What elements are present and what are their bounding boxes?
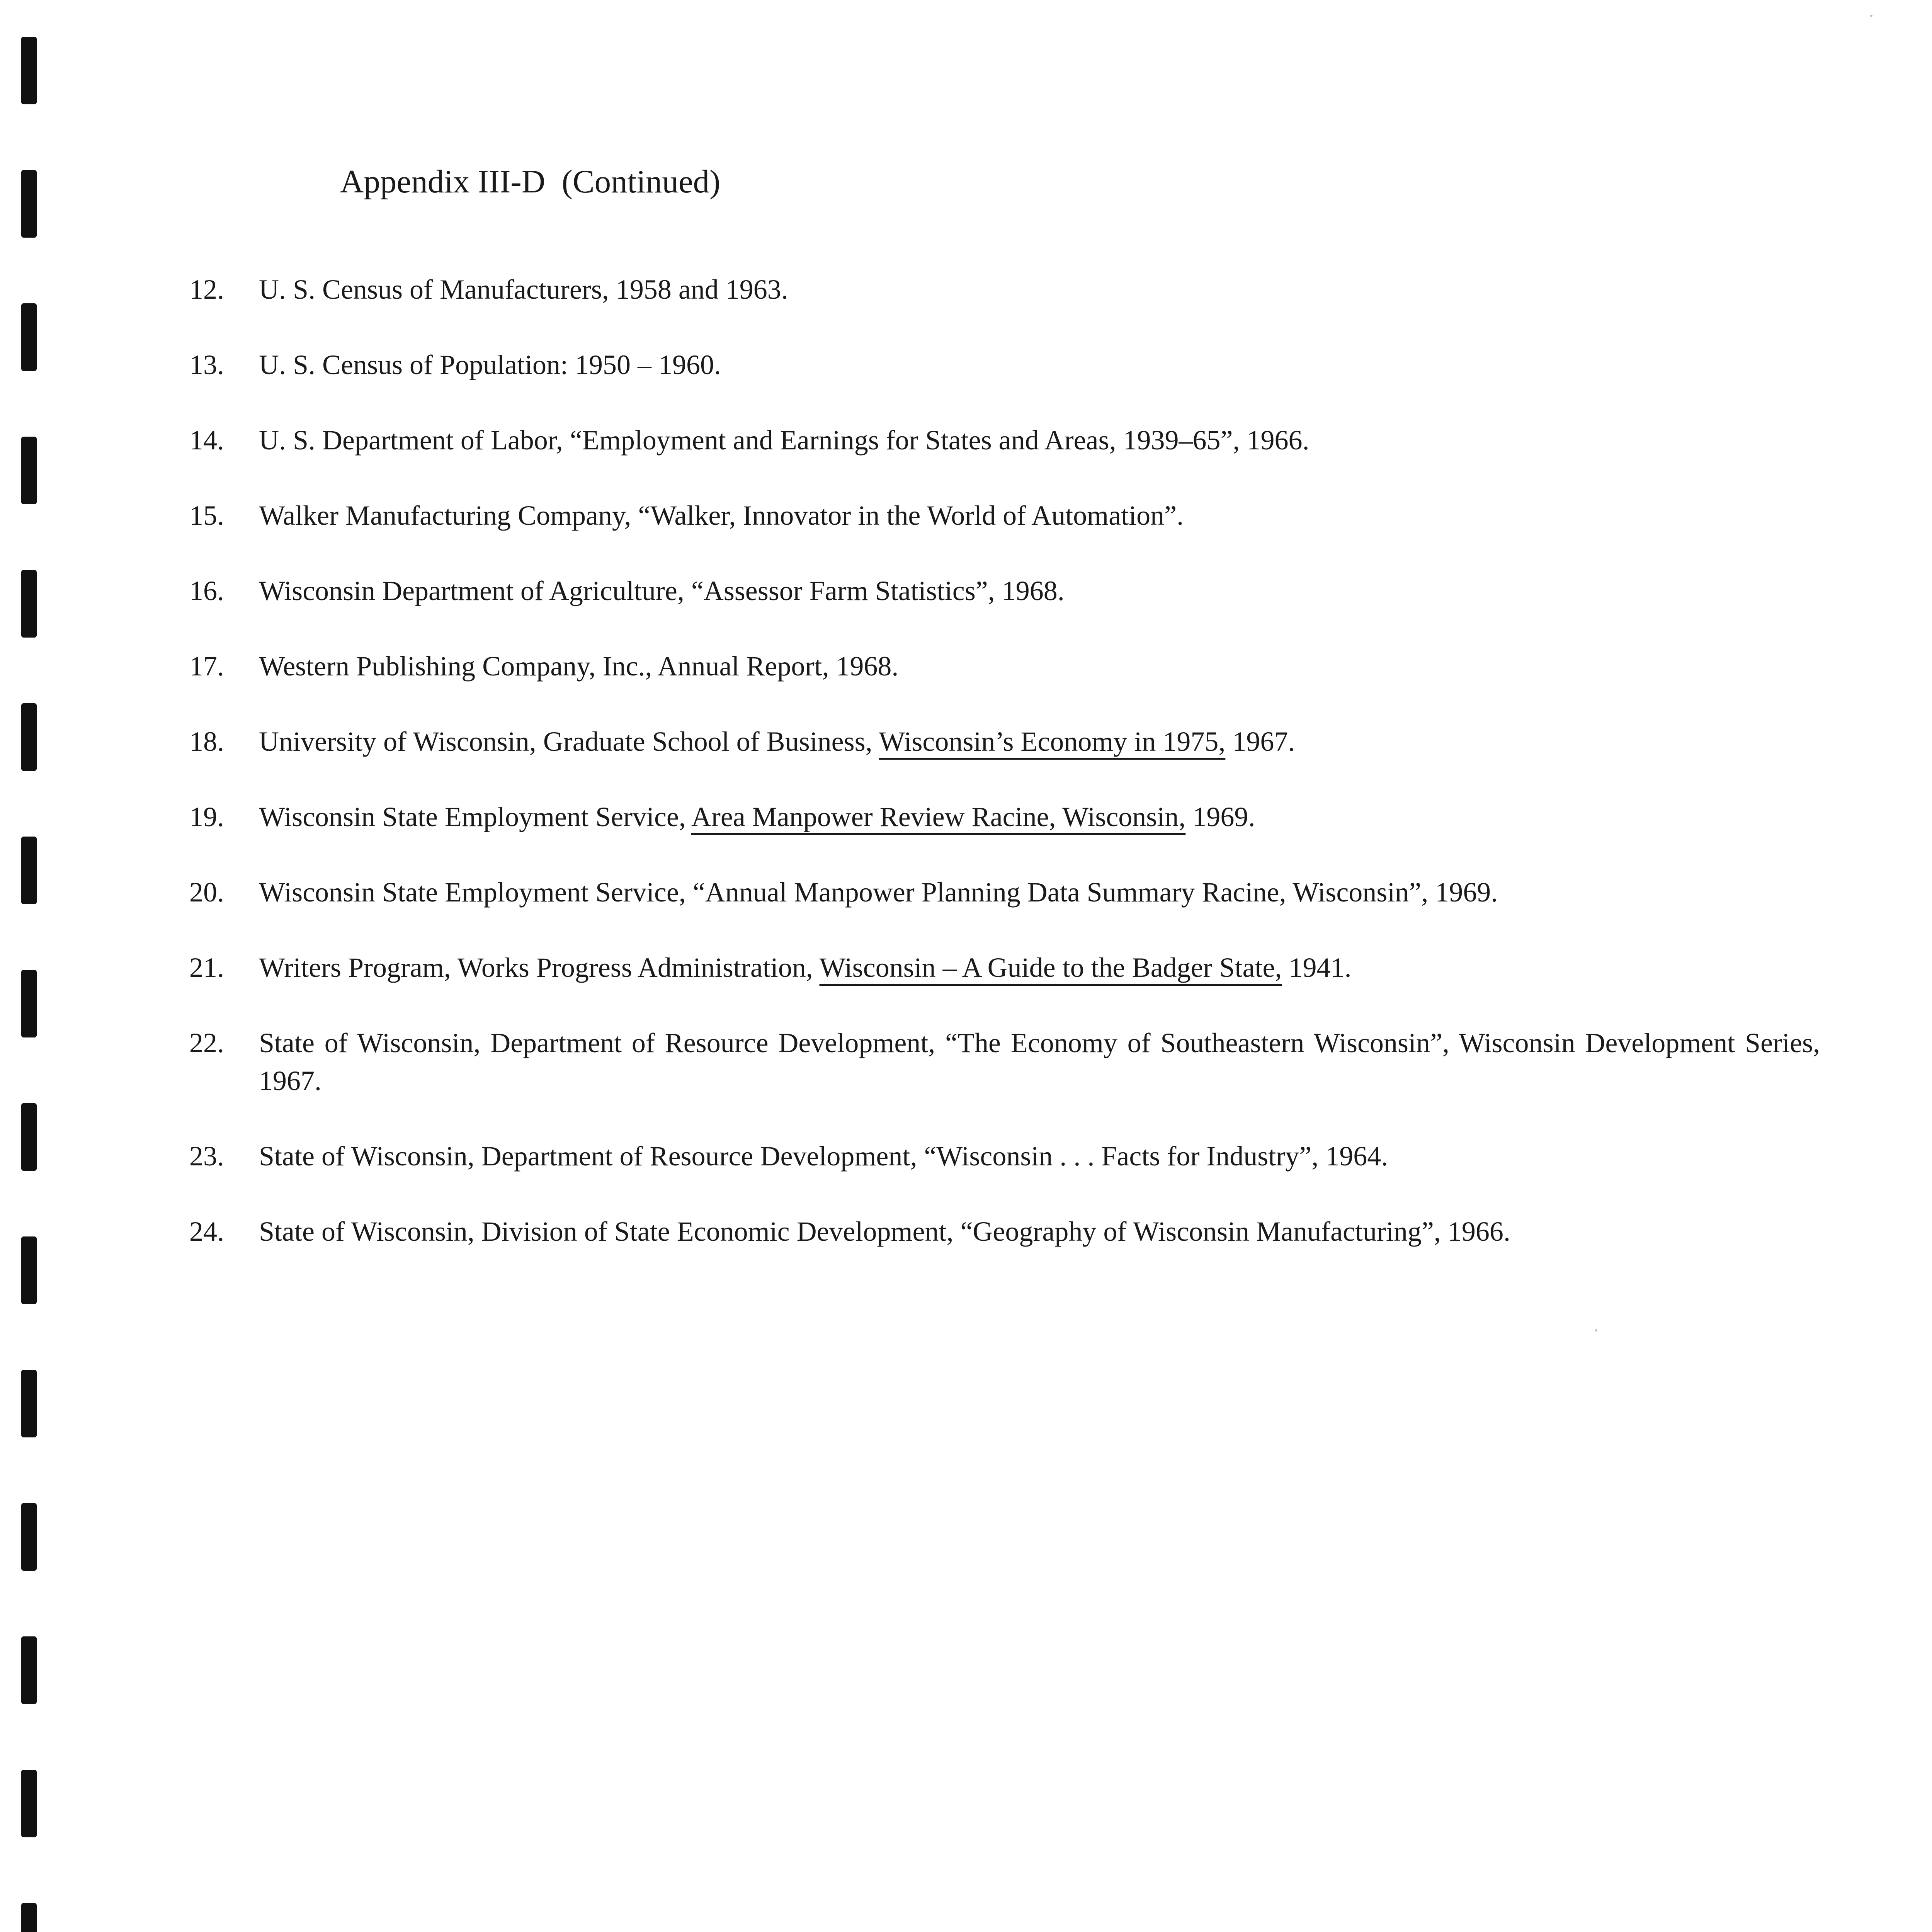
reference-item [189, 723, 1820, 760]
reference-citation: Wisconsin State Employment Service, [259, 801, 691, 832]
binding-mark [21, 970, 37, 1037]
reference-item [189, 346, 1820, 384]
reference-citation: Wisconsin State Employment Service, “Annual Manpower Planning Data Summary Racine, Wisconsin”, 1969. [259, 877, 1498, 908]
reference-citation: Writers Program, Works Progress Administration, [259, 952, 820, 983]
binding-mark [21, 837, 37, 904]
reference-item [189, 1137, 1820, 1175]
reference-text [259, 572, 1820, 610]
reference-number: 17. [189, 651, 224, 682]
binding-marks [0, 0, 54, 1932]
underlined-title: Wisconsin’s Economy in 1975, [879, 726, 1226, 757]
reference-item [189, 798, 1820, 836]
reference-item [189, 497, 1820, 534]
appendix-continued-note: (Continued) [561, 163, 721, 200]
reference-number: 13. [189, 349, 224, 380]
reference-year: 1941. [1282, 952, 1352, 983]
reference-number: 15. [189, 500, 224, 531]
reference-text [259, 647, 1820, 685]
reference-text [259, 1024, 1820, 1100]
binding-mark [21, 37, 37, 104]
binding-mark [21, 1370, 37, 1437]
reference-number: 23. [189, 1141, 224, 1172]
reference-text [259, 798, 1820, 836]
reference-text [259, 949, 1820, 986]
binding-mark [21, 1770, 37, 1837]
reference-citation: U. S. Department of Labor, “Employment and Earnings for States and Areas, 1939–65”, 1966. [259, 425, 1310, 456]
reference-item [189, 647, 1820, 685]
reference-number: 21. [189, 952, 224, 983]
reference-number: 14. [189, 425, 224, 456]
scan-speck [1870, 15, 1872, 17]
binding-mark [21, 1103, 37, 1171]
reference-number: 24. [189, 1216, 224, 1247]
reference-text [259, 1213, 1820, 1250]
binding-mark [21, 303, 37, 371]
binding-mark [21, 1636, 37, 1704]
reference-citation: State of Wisconsin, Department of Resource Development, “Wisconsin . . . Facts for Industry”, 1964. [259, 1141, 1388, 1172]
reference-item [189, 572, 1820, 610]
reference-item [189, 421, 1820, 459]
binding-mark [21, 170, 37, 238]
reference-number: 16. [189, 575, 224, 606]
reference-citation: University of Wisconsin, Graduate School of Business, [259, 726, 879, 757]
binding-mark [21, 570, 37, 638]
reference-text [259, 873, 1820, 911]
reference-item [189, 949, 1820, 986]
reference-text [259, 497, 1820, 534]
binding-mark [21, 437, 37, 504]
binding-mark [21, 1503, 37, 1571]
reference-number: 22. [189, 1027, 224, 1058]
reference-text [259, 270, 1820, 308]
underlined-title: Wisconsin – A Guide to the Badger State, [819, 952, 1282, 983]
reference-citation: U. S. Census of Population: 1950 – 1960. [259, 349, 721, 380]
binding-mark [21, 1903, 37, 1932]
reference-item [189, 873, 1820, 911]
reference-item [189, 1213, 1820, 1250]
reference-citation: State of Wisconsin, Division of State Economic Development, “Geography of Wisconsin Manufacturing”, 1966. [259, 1216, 1510, 1247]
binding-mark [21, 703, 37, 771]
reference-citation: State of Wisconsin, Department of Resource Development, “The Economy of Southeastern Wisconsin”, Wisconsin Development Series, 1967. [259, 1027, 1820, 1096]
appendix-heading [340, 165, 720, 198]
reference-item [189, 270, 1820, 308]
reference-number: 19. [189, 801, 224, 832]
appendix-label: Appendix III-D [340, 163, 546, 200]
reference-year: 1967. [1225, 726, 1295, 757]
reference-number: 20. [189, 877, 224, 908]
underlined-title: Area Manpower Review Racine, Wisconsin, [691, 801, 1186, 832]
reference-text [259, 346, 1820, 384]
reference-list [189, 270, 1820, 1288]
reference-citation: U. S. Census of Manufacturers, 1958 and 1963. [259, 274, 788, 305]
reference-citation: Walker Manufacturing Company, “Walker, Innovator in the World of Automation”. [259, 500, 1184, 531]
reference-text [259, 421, 1820, 459]
scan-speck [1595, 1329, 1597, 1332]
reference-citation: Western Publishing Company, Inc., Annual Report, 1968. [259, 651, 899, 682]
binding-mark [21, 1236, 37, 1304]
reference-number: 12. [189, 274, 224, 305]
reference-text [259, 723, 1820, 760]
reference-text [259, 1137, 1820, 1175]
reference-citation: Wisconsin Department of Agriculture, “Assessor Farm Statistics”, 1968. [259, 575, 1065, 606]
reference-item [189, 1024, 1820, 1100]
reference-year: 1969. [1185, 801, 1255, 832]
reference-number: 18. [189, 726, 224, 757]
